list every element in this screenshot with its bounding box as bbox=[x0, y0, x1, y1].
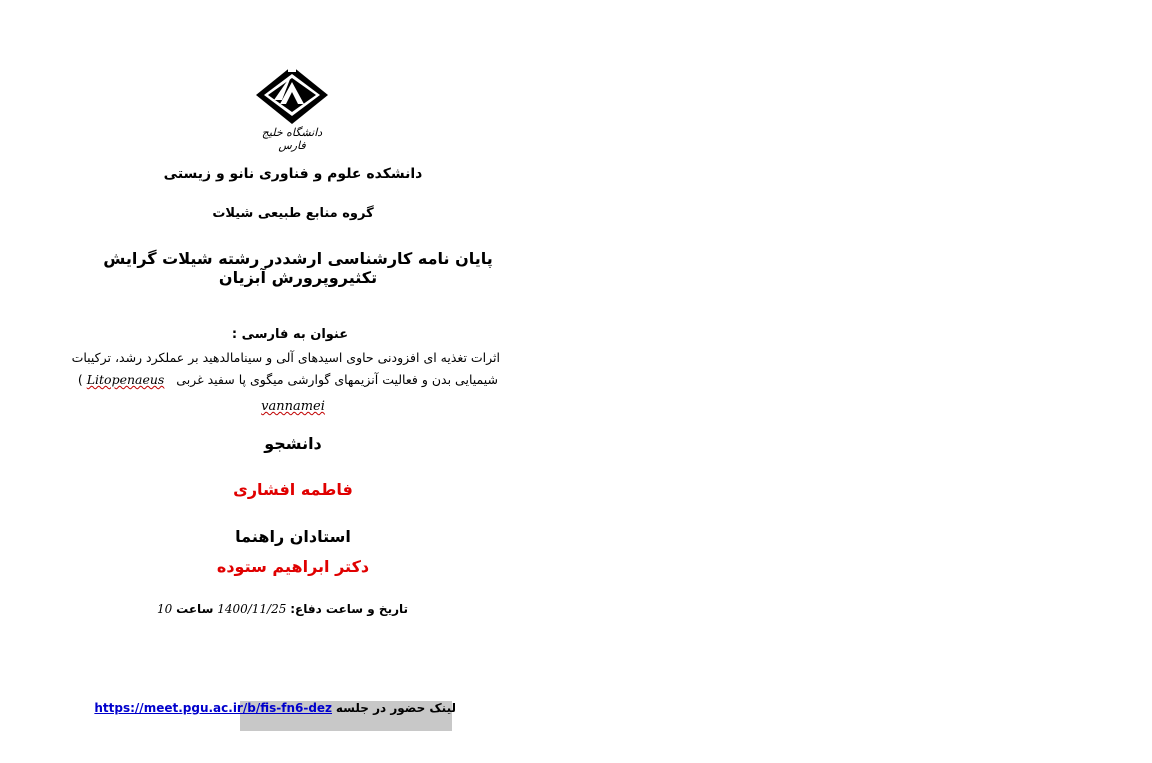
open-paren: ) bbox=[77, 372, 83, 387]
species-epithet bbox=[200, 399, 386, 414]
defense-time: 10 bbox=[157, 602, 173, 616]
faculty-name: دانشکده علوم و فناوری نانو و زیستی bbox=[163, 166, 423, 182]
species-genus: Litopenaeus bbox=[86, 372, 165, 387]
university-emblem-icon bbox=[252, 64, 332, 130]
persian-title-label: عنوان به فارسی : bbox=[231, 327, 349, 342]
department-name: گروه منابع طبیعی شیلات bbox=[212, 206, 374, 221]
advisor-name: دکتر ابراهیم ستوده bbox=[216, 557, 370, 576]
meeting-link-row bbox=[94, 701, 456, 715]
defense-datetime bbox=[157, 602, 408, 616]
thesis-title-line2 bbox=[70, 372, 498, 387]
species-name: vannamei bbox=[261, 399, 325, 414]
thesis-title-line1: اثرات تغذیه ای افزودنی حاوی اسیدهای آلی و سینامالدهید بر عملکرد رشد، ترکیبات bbox=[71, 350, 500, 365]
meeting-link[interactable]: https://meet.pgu.ac.ir/b/fis-fn6-dez bbox=[94, 701, 333, 715]
logo-caption: دانشگاه خلیج فارس bbox=[261, 126, 323, 152]
defense-date: 1400/11/25 bbox=[217, 602, 287, 616]
student-label: دانشجو bbox=[264, 434, 322, 453]
student-name: فاطمه افشاری bbox=[233, 480, 353, 499]
defense-label: تاریخ و ساعت دفاع: bbox=[290, 602, 408, 616]
thesis-type: پایان نامه کارشناسی ارشددر رشته شیلات گرایش تکثیروپرورش آبزیان bbox=[103, 249, 493, 287]
defense-time-label: ساعت bbox=[176, 602, 214, 616]
advisor-label: استادان راهنما bbox=[235, 527, 351, 546]
thesis-title-line2-text: شیمیایی بدن و فعالیت آنزیمهای گوارشی میگوی پا سفید غربی bbox=[176, 372, 498, 387]
meeting-link-label: لینک حضور در جلسه bbox=[335, 701, 456, 715]
